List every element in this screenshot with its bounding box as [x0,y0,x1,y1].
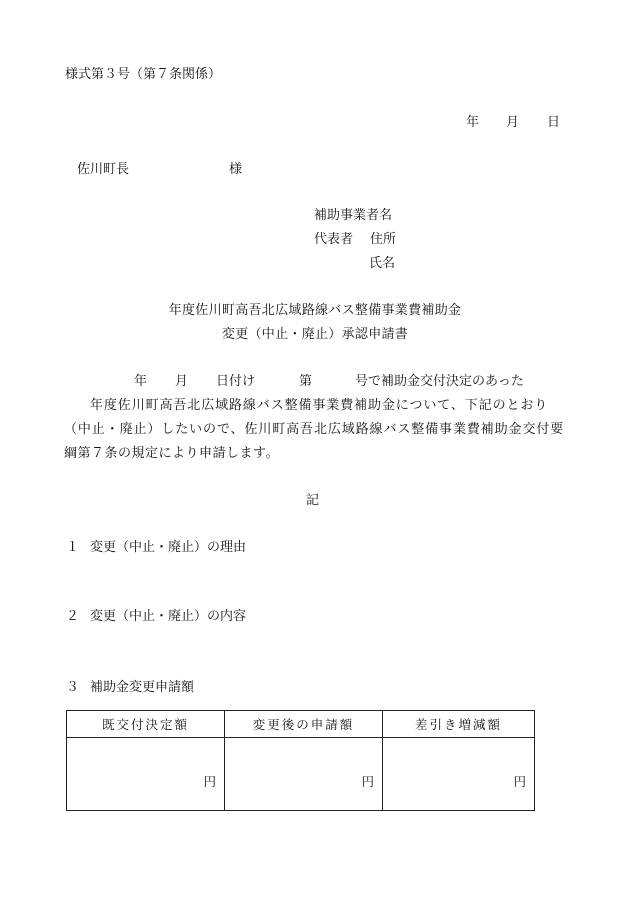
date-line [0,116,630,132]
header-difference-amount: 差引き増減額 [383,711,535,738]
body-decision-text: 号で補助金交付決定のあった [355,374,524,389]
ki-heading: 記 [306,493,320,508]
section-3-label: 補助金変更申請額 [90,680,195,695]
section-2-number: ２ [66,609,80,624]
yen-unit: 円 [361,774,374,789]
amount-table-value-row [67,738,535,811]
difference-amount-cell[interactable] [383,738,535,811]
addressee-honorific: 様 [229,162,243,177]
body-dated-label: 日付け [216,374,256,389]
date-day-label: 日 [547,115,561,130]
address-label: 住所 [370,232,397,247]
header-revised-application-amount: 変更後の申請額 [225,711,383,738]
business-name-label: 補助事業者名 [314,208,393,223]
yen-unit: 円 [203,774,216,789]
revised-application-amount-cell[interactable] [225,738,383,811]
yen-unit: 円 [513,774,526,789]
amount-table [66,710,535,811]
body-line-1 [0,375,630,391]
body-dai-label: 第 [299,374,313,389]
name-label: 氏名 [369,256,396,271]
amount-table-header-row [67,711,535,738]
body-line-2: 年度佐川町高吾北広域路線バス整備事業費補助金について、下記のとおり [90,398,549,413]
body-year-label: 年 [134,374,148,389]
document-title-line1: 年度佐川町高吾北広域路線バス整備事業費補助金 [168,303,462,318]
section-3-number: ３ [66,680,80,695]
representative-label: 代表者 [314,232,354,247]
body-month-label: 月 [175,374,189,389]
date-year-label: 年 [466,115,480,130]
header-previous-decision-amount: 既交付決定額 [67,711,225,738]
section-2-label: 変更（中止・廃止）の内容 [90,609,247,624]
section-1-number: １ [66,540,80,555]
form-label: 様式第３号（第７条関係） [65,67,222,82]
date-month-label: 月 [506,115,520,130]
previous-decision-amount-cell[interactable] [67,738,225,811]
section-1-label: 変更（中止・廃止）の理由 [90,540,247,555]
document-title-line2: 変更（中止・廃止）承認申請書 [221,327,409,342]
body-line-3: （中止・廃止）したいので、佐川町高吾北広域路線バス整備事業費補助金交付要 [64,422,565,437]
addressee-name: 佐川町長 [77,162,130,177]
body-line-4: 綱第７条の規定により申請します。 [64,446,279,461]
